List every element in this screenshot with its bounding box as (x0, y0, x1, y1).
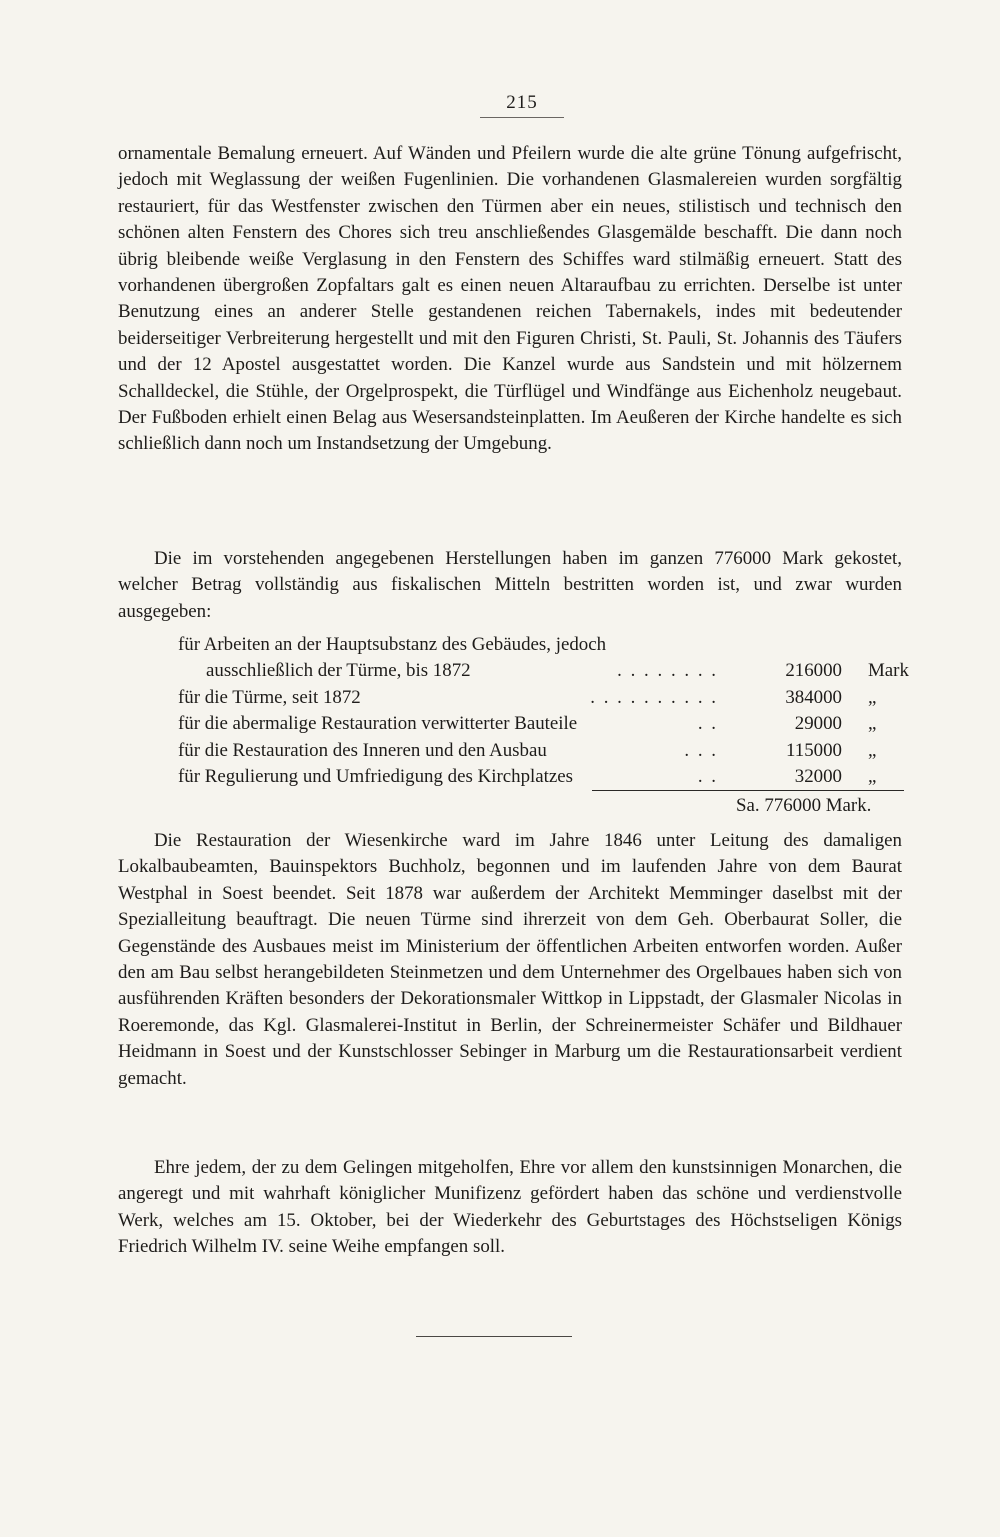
expense-label: für Arbeiten an der Hauptsubstanz des Gebäudes, jedoch (178, 634, 607, 655)
paragraph-1: ornamentale Bemalung erneuert. Auf Wänden und Pfeilern wurde die alte grüne Tönung aufgefrischt, jedoch mit Weglassung der weißen Fugenlinien. Die vorhandenen Glasmalereien wurden sorgfältig restauriert, für das Westfenster zwischen den Türmen aber ein neues, stilistisch und technisch den schönen alten Fenstern des Chores sich treu anschließendes Glasgemälde beschafft. Die dann noch übrig bleibende weiße Verglasung in den Fenstern des Schiffes ward stilmäßig erneuert. Statt des vorhandenen übergroßen Zopfaltars galt es einen neuen Altaraufbau zu errichten. Derselbe ist unter Benutzung eines an anderer Stelle gestandenen reichen Tabernakels, indes mit bedeutender beiderseitiger Verbreiterung hergestellt und mit den Figuren Christi, St. Pauli, St. Johannis des Täufers und der 12 Apostel ausgestattet worden. Die Kanzel wurde aus Sandstein und mit hölzernem Schalldeckel, die Stühle, der Orgelprospekt, die Türflügel und Windfänge aus Eichenholz neugebaut. Der Fußboden erhielt einen Belag aus Wesersandsteinplatten. Im Aeußeren der Kirche handelte es sich schließlich dann noch um Instandsetzung der Umgebung. (118, 143, 902, 455)
expense-amount: 115000 (786, 739, 842, 761)
expense-dots: . . (697, 713, 718, 735)
expense-amount: 384000 (785, 686, 842, 708)
expense-amount: 32000 (794, 765, 842, 787)
expense-label: für Regulierung und Umfriedigung des Kirchplatzes (178, 765, 574, 787)
expense-sum: Sa. 776000 Mark. (736, 795, 872, 816)
expense-unit: „ (868, 765, 877, 787)
expense-label: ausschließlich der Türme, bis 1872 (206, 660, 471, 682)
expense-dots: . . (697, 765, 718, 787)
expense-dots: . . . . . . . . . . (590, 686, 718, 708)
expense-dots: . . . (684, 739, 718, 761)
expense-dots: . . . . . . . . (617, 660, 718, 682)
header-rule (480, 117, 564, 118)
sum-rule (592, 790, 904, 791)
expense-row (178, 738, 904, 764)
paragraph-2: Die im vorstehenden angegebenen Herstellungen haben im ganzen 776000 Mark gekostet, welcher Betrag vollständig aus fiskalischen Mitteln bestritten worden ist, und zwar wurden ausgegeben: (118, 548, 902, 622)
page-number: 215 (506, 92, 538, 113)
expense-label: für die Türme, seit 1872 (178, 686, 361, 708)
expense-amount: 216000 (785, 660, 842, 682)
expense-row (178, 685, 904, 711)
expense-unit: „ (868, 739, 877, 761)
expense-row (178, 658, 909, 684)
expense-unit: „ (868, 713, 877, 735)
page-number-header (480, 92, 564, 118)
expense-row (178, 764, 904, 790)
expense-unit: Mark (868, 660, 909, 682)
expense-label: für die Restauration des Inneren und den Ausbau (178, 739, 547, 761)
expense-row (178, 711, 904, 737)
end-rule (416, 1336, 572, 1337)
expense-amount: 29000 (794, 713, 842, 735)
paragraph-4: Ehre jedem, der zu dem Gelingen mitgeholfen, Ehre vor allem den kunstsinnigen Monarchen, die angeregt und mit wahrhaft königlicher Munifizenz gefördert haben das schöne und verdienstvolle Werk, welches am 15. Oktober, bei der Wiederkehr des Geburtstages des Höchstseligen Königs Friedrich Wilhelm IV. seine Weihe empfangen soll. (118, 1157, 902, 1258)
expense-label: für die abermalige Restauration verwitterter Bauteile (178, 713, 578, 735)
expense-unit: „ (868, 686, 877, 708)
paragraph-3: Die Restauration der Wiesenkirche ward im Jahre 1846 unter Leitung des damaligen Lokalbaubeamten, Bauinspektors Buchholz, begonnen und im laufenden Jahre von dem Baurat Westphal in Soest beendet. Seit 1878 war außerdem der Architekt Memminger daselbst mit der Spezialleitung beauftragt. Die neuen Türme sind ihrerzeit von dem Geh. Oberbaurat Soller, die Gegenstände des Ausbaues meist im Ministerium der öffentlichen Arbeiten entworfen worden. Außer den am Bau selbst herangebildeten Steinmetzen und dem Unternehmer des Orgelbaues haben sich von ausführenden Kräften besonders der Dekorationsmaler Wittkop in Lippstadt, der Glasmaler Nicolas in Roeremonde, das Kgl. Glasmalerei-Institut in Berlin, der Schreinermeister Schäfer und Bildhauer Heidmann in Soest und der Kunstschlosser Sebinger in Marburg um die Restaurationsarbeit verdient gemacht. (118, 830, 902, 1089)
expense-list (178, 632, 909, 790)
expense-row (178, 632, 904, 658)
